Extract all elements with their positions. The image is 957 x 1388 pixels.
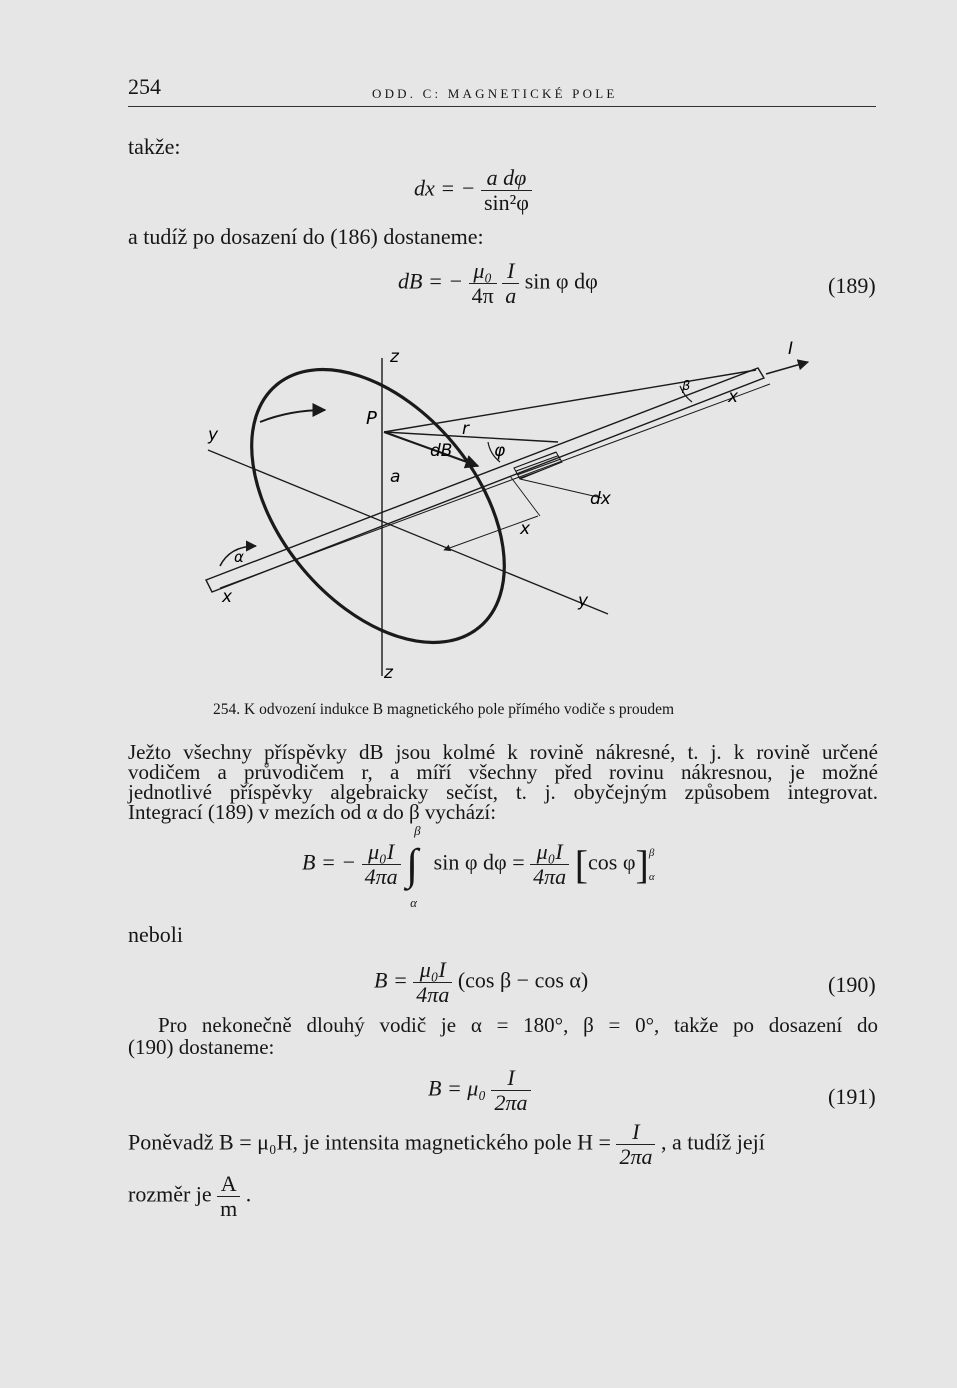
eq189-frac2-num: I [502,259,519,284]
eq189-frac1-num: μ₀ [469,259,497,284]
equation-number-190: (190) [828,972,876,997]
label-alpha: α [234,548,244,566]
p3-fraction [616,1120,655,1169]
paragraph-1 [128,742,878,822]
p1-line-3: jednotlivé příspěvky algebraicky sečíst, t. j. obyčejným způsobem integrovat. [128,780,878,804]
p2-line-1: Pro nekonečně dlouhý vodič je α = 180°, β = 0°, takže po dosazení do [158,1013,878,1037]
int-bracket-body: cos φ [588,849,636,875]
label-beta: β [682,379,691,394]
conductor-bar [206,368,764,592]
label-dB: dB [430,441,453,461]
r-vector-far [384,370,756,432]
p2-line-2: (190) dostaneme: [128,1035,275,1059]
eq190-num: μ₀I [413,958,452,983]
label-y-left: y [208,425,219,445]
x-dimension-tick [510,476,540,516]
label-r: r [462,419,469,439]
eq191-den: 2πa [494,1090,528,1115]
text-tudiz: a tudíž po dosazení do (186) dostaneme: [128,224,484,249]
int-upper-limit: β [414,822,421,838]
int-frac-num: μ₀I [362,840,401,865]
equation-191 [428,1066,531,1115]
field-loop-arrow [260,410,325,422]
int-body: sin φ dφ = [433,849,525,875]
int-lower-limit: α [410,894,417,910]
p1-line-1: Ježto všechny příspěvky dB jsou kolmé k rovině nákresné, t. j. k rovině určené [128,740,878,764]
equation-integral: B = − $\frac{\text{μ₀I}}{4\pi a}$ ∫ β α sin φ dφ = $\frac{\text{μ₀I}}{4\pi a}$ [cos φ] β α [302,822,655,910]
figure-254 [190,338,830,688]
label-phi: φ [494,441,506,461]
p3-prefix: Poněvadž B = μ₀H, je intensita magnetického pole H = [128,1129,611,1155]
label-z-top: z [390,347,399,367]
rozmer-prefix: rozměr je [128,1181,212,1207]
int-lhs: B = − [302,849,357,875]
page-number: 254 [128,74,161,99]
label-x-mid: x [520,519,531,539]
equation-number-191: (191) [828,1084,876,1109]
eq191-lhs: B = μ₀ [428,1075,486,1101]
paragraph-2 [128,1014,878,1058]
text-takze: takže: [128,134,181,159]
eq190-den: 4πa [416,982,450,1007]
label-I: I [788,339,794,359]
eq189-frac1-den: 4π [471,283,494,308]
current-arrow [766,362,808,374]
header-rule [128,106,876,107]
int-fraction-2 [530,840,569,889]
int-frac-den: 4πa [364,864,398,889]
rozmer-unit-num: A [217,1172,240,1197]
eq189-fraction-1 [469,259,497,308]
dx-numerator: a dφ [481,166,532,191]
field-loop [201,338,554,688]
eq191-num: I [491,1066,530,1091]
label-z-bottom: z [384,663,393,683]
running-header: ODD. C: MAGNETICKÉ POLE [372,86,618,101]
rozmer-line [128,1172,251,1221]
int-fraction [362,840,401,889]
equation-dx [414,166,532,215]
y-axis [208,450,608,614]
bracket-lower-limit: α [648,870,655,883]
bracket-upper-limit: β [648,846,655,859]
equation-190 [374,958,588,1007]
eq190-lhs: B = [374,967,408,993]
paragraph-3 [128,1120,878,1169]
label-y-right: y [578,591,589,611]
rozmer-suffix: . [245,1181,252,1207]
p3-suffix: , a tudíž její [660,1129,765,1155]
dx-denominator: sin²φ [483,190,529,215]
figure-caption: 254. K odvození indukce B magnetického pole přímého vodiče s proudem [213,701,675,718]
dx-lhs: dx = − [414,175,476,201]
p1-line-4: Integrací (189) v mezích od α do β vychází: [128,800,497,824]
p3-num: I [616,1120,655,1145]
label-x-left: x [222,587,233,607]
integral-sign: ∫ β α [406,822,421,910]
equation-number-189: (189) [828,273,876,298]
equation-189 [398,259,598,308]
rozmer-unit-den: m [220,1196,238,1221]
eq190-rest: (cos β − cos α) [457,967,589,993]
dx-element [514,452,562,479]
eq189-fraction-2 [502,259,519,308]
int-frac2-den: 4πa [533,864,567,889]
label-dx: dx [590,489,611,509]
label-P: P [366,408,377,429]
eq191-fraction [491,1066,530,1115]
eq189-lhs: dB = − [398,268,464,294]
p1-line-2: vodičem a průvodičem r, a míří všechny před rovinu nákresnou, je možné [128,760,878,784]
int-frac2-num: μ₀I [530,840,569,865]
eq189-frac2-den: a [505,283,517,308]
label-x-right: x [728,387,739,407]
p3-den: 2πa [619,1144,653,1169]
text-neboli: neboli [128,922,183,947]
eq190-fraction [413,958,452,1007]
dx-fraction [481,166,532,215]
label-a: a [390,467,401,487]
rozmer-fraction [217,1172,240,1221]
eq189-rest: sin φ dφ [524,268,598,294]
